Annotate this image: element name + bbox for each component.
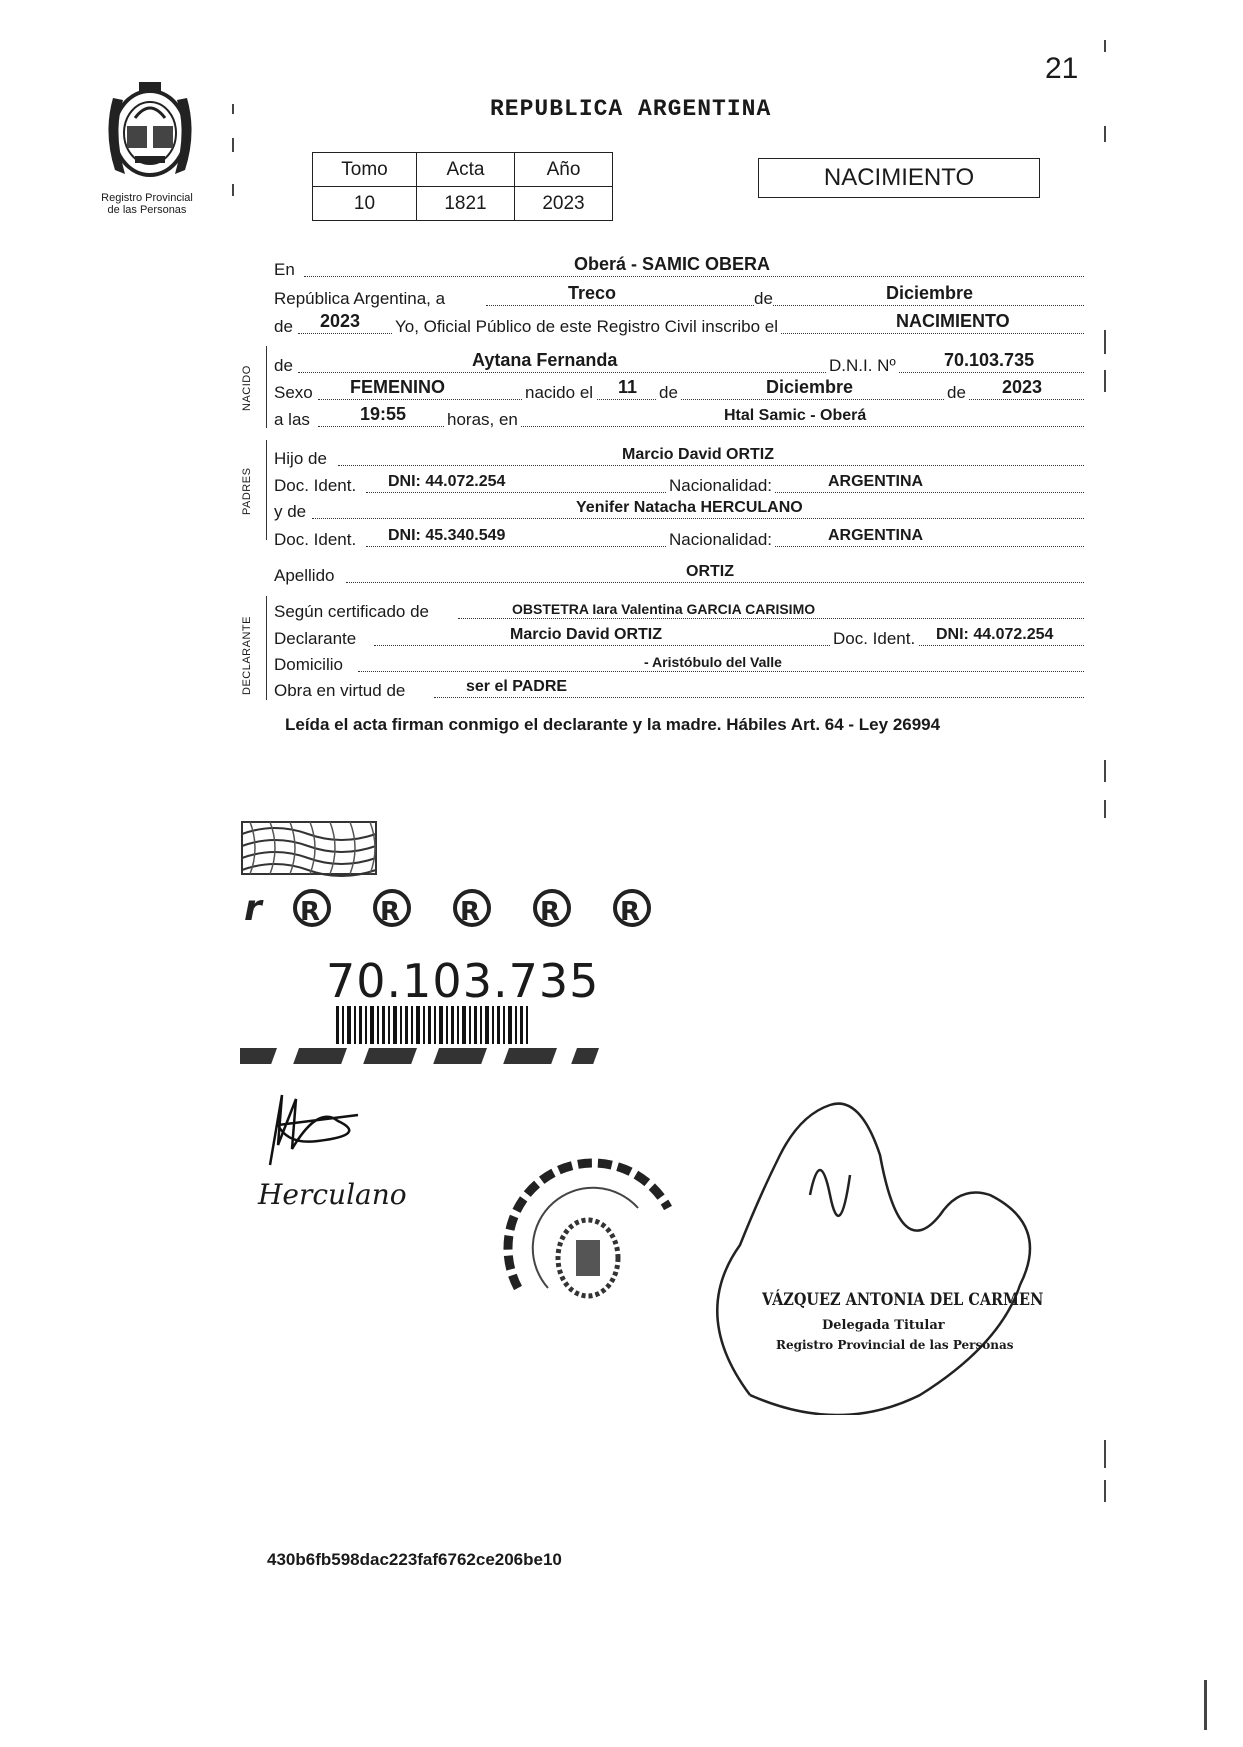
y-de-label: y de — [274, 502, 307, 521]
logo-caption-line1: Registro Provincial — [101, 192, 193, 204]
svg-text:R: R — [380, 897, 401, 927]
scan-tick — [1204, 1680, 1207, 1730]
de2-label: de — [274, 317, 293, 336]
republica-label: República Argentina, a — [274, 289, 446, 308]
padre-doc-label: Doc. Ident. — [274, 476, 357, 495]
record-type-box: NACIMIENTO — [758, 158, 1040, 198]
svg-text:r: r — [244, 888, 262, 929]
obra-value: ser el PADRE — [466, 678, 568, 695]
declarante-bracket — [266, 596, 267, 700]
id-number: 70.103.735 — [326, 954, 600, 1008]
padre-doc-value: DNI: 44.072.254 — [388, 473, 506, 490]
hijo-de-label: Hijo de — [274, 449, 327, 468]
nacido-section-label: NACIDO — [241, 365, 253, 411]
line-madre — [274, 496, 1084, 524]
scan-tick — [1104, 1480, 1106, 1502]
scan-tick — [232, 104, 234, 114]
anio-header: Año — [515, 153, 613, 187]
scan-tick — [1104, 370, 1106, 392]
de-label: de — [274, 356, 293, 375]
obra-label: Obra en virtud de — [274, 681, 406, 700]
certificado-label: Según certificado de — [274, 602, 429, 621]
dotted-rule — [312, 518, 1084, 519]
scan-tick — [1104, 800, 1106, 818]
line-republica — [274, 283, 1084, 311]
dotted-rule — [338, 465, 1084, 466]
dotted-rule — [486, 305, 1084, 306]
dotted-rule — [304, 276, 1084, 277]
logo-caption — [78, 192, 216, 216]
de-label: de — [754, 289, 773, 308]
apellido-value: ORTIZ — [686, 563, 734, 580]
guilloche-seal — [242, 822, 376, 876]
page-number: 21 — [1045, 52, 1079, 85]
madre-handwritten-name: Herculano — [258, 1178, 407, 1211]
oficial-role: Delegada Titular — [822, 1318, 945, 1333]
registry-header-row — [313, 153, 613, 187]
line-anio — [274, 311, 1084, 339]
svg-text:R: R — [460, 897, 481, 927]
line-domicilio — [274, 649, 1084, 677]
registry-value-row — [313, 187, 613, 221]
dotted-rule — [374, 645, 1084, 646]
line-apellido — [274, 560, 1084, 588]
line-nombre — [274, 350, 1084, 378]
sexo-value: FEMENINO — [350, 377, 446, 397]
closing-text: Leída el acta firman conmigo el declarante y la madre. Hábiles Art. 64 - Ley 26994 — [285, 715, 941, 734]
inscribo-label: Yo, Oficial Público de este Registro Civil inscribo el — [392, 317, 781, 337]
dia-value: Treco — [568, 283, 617, 303]
dotted-rule — [358, 671, 1084, 672]
nombre-value: Aytana Fernanda — [472, 350, 618, 370]
apellido-label: Apellido — [274, 566, 335, 585]
padres-section-label: PADRES — [241, 467, 253, 515]
line-padre-doc — [274, 470, 1084, 498]
dni-value: 70.103.735 — [944, 350, 1035, 370]
declarante-section-label: DECLARANTE — [241, 616, 253, 695]
inscribo-value: NACIMIENTO — [896, 311, 1010, 331]
registry-round-stamp — [488, 1128, 688, 1338]
lugar-nac-value: Htal Samic - Oberá — [724, 407, 867, 424]
declarante-value: Marcio David ORTIZ — [510, 626, 663, 643]
line-certificado — [274, 596, 1084, 624]
madre-doc-label: Doc. Ident. — [274, 530, 357, 549]
anio-value: 2023 — [515, 187, 613, 221]
declarante-doc-value: DNI: 44.072.254 — [936, 626, 1054, 643]
de-mes-label: de — [656, 383, 681, 403]
document-hash: 430b6fb598dac223faf6762ce206be10 — [267, 1550, 562, 1569]
dotted-rule — [346, 582, 1084, 583]
line-obra — [274, 675, 1084, 703]
scan-tick — [1104, 1440, 1106, 1468]
logo-caption-line2: de las Personas — [107, 204, 187, 216]
sexo-label: Sexo — [274, 383, 313, 402]
padre-nacionalidad-label: Nacionalidad: — [666, 476, 775, 496]
oficial-signature — [700, 1085, 1060, 1415]
svg-text:R: R — [620, 897, 641, 927]
certificado-value: OBSTETRA Iara Valentina GARCIA CARISIMO — [512, 601, 816, 617]
scan-tick — [232, 138, 234, 152]
line-padre — [274, 443, 1084, 471]
acta-value: 1821 — [417, 187, 515, 221]
nacido-el-label: nacido el — [522, 383, 596, 403]
svg-text:R: R — [540, 897, 561, 927]
dotted-rule — [458, 618, 1084, 619]
line-hora — [274, 404, 1084, 432]
dia-nac-value: 11 — [618, 377, 638, 397]
dotted-rule — [318, 426, 1084, 427]
madre-signature — [258, 1085, 378, 1175]
dotted-rule — [434, 697, 1084, 698]
mes-value: Diciembre — [886, 283, 974, 303]
madre-nacionalidad-label: Nacionalidad: — [666, 530, 775, 550]
nacido-bracket — [266, 346, 267, 428]
en-value: Oberá - SAMIC OBERA — [574, 254, 771, 274]
en-label: En — [274, 260, 295, 279]
scan-tick — [1104, 760, 1106, 782]
anio-value: 2023 — [320, 311, 361, 331]
declarante-doc-label: Doc. Ident. — [830, 629, 918, 649]
horas-en-label: horas, en — [444, 410, 521, 430]
scan-tick — [1104, 126, 1106, 142]
line-madre-doc — [274, 524, 1084, 552]
madre-nacionalidad-value: ARGENTINA — [828, 527, 924, 544]
de-anio-label: de — [944, 383, 969, 403]
scan-tick — [232, 184, 234, 196]
line-en — [274, 254, 1084, 282]
oficial-office: Registro Provincial de las Personas — [776, 1338, 1014, 1352]
tomo-value: 10 — [313, 187, 417, 221]
acta-header: Acta — [417, 153, 515, 187]
padre-nacionalidad-value: ARGENTINA — [828, 473, 924, 490]
madre-doc-value: DNI: 45.340.549 — [388, 527, 506, 544]
mes-nac-value: Diciembre — [766, 377, 854, 397]
scan-tick — [1104, 330, 1106, 354]
domicilio-value: - Aristóbulo del Valle — [644, 654, 782, 670]
security-seal-strip — [240, 820, 690, 1070]
padres-bracket — [266, 440, 267, 540]
oficial-name: VÁZQUEZ ANTONIA DEL CARMEN — [762, 1290, 1044, 1310]
security-r-marks-row1 — [244, 888, 649, 929]
security-r-marks-row2 — [240, 1048, 599, 1064]
province-seal-logo — [95, 78, 205, 188]
svg-text:R: R — [300, 897, 321, 927]
dotted-rule — [318, 399, 1084, 400]
tomo-header: Tomo — [313, 153, 417, 187]
registry-table — [312, 152, 613, 221]
dni-label: D.N.I. Nº — [826, 356, 899, 376]
country-title: REPUBLICA ARGENTINA — [490, 96, 772, 122]
line-declarante — [274, 623, 1084, 651]
hora-value: 19:55 — [360, 404, 407, 424]
anio-nac-value: 2023 — [1002, 377, 1043, 397]
declarante-label: Declarante — [274, 629, 357, 648]
madre-value: Yenifer Natacha HERCULANO — [576, 499, 803, 516]
padre-value: Marcio David ORTIZ — [622, 446, 775, 463]
barcode — [336, 1006, 528, 1044]
domicilio-label: Domicilio — [274, 655, 343, 674]
scan-tick — [1104, 40, 1106, 52]
line-sexo — [274, 377, 1084, 405]
dotted-rule — [298, 372, 1084, 373]
alas-label: a las — [274, 410, 310, 429]
